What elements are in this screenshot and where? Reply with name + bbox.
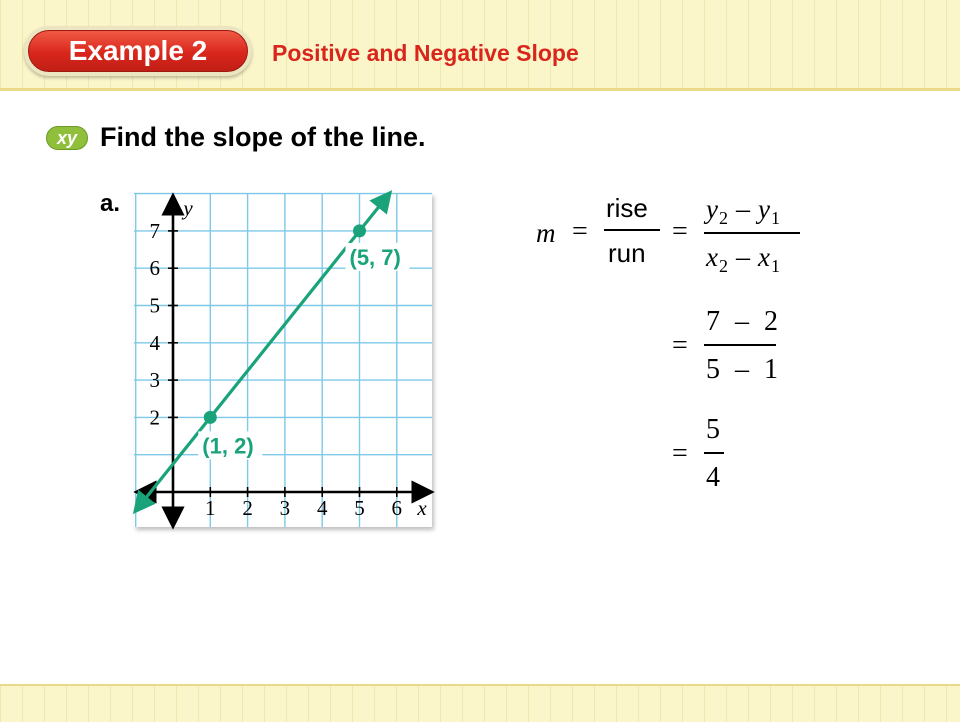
x1-subscript: 1 bbox=[770, 256, 780, 276]
x-tick-label: 1 bbox=[205, 496, 216, 520]
y-axis-label: y bbox=[183, 196, 193, 220]
y1-subscript: 1 bbox=[770, 208, 780, 228]
result-denominator: 4 bbox=[706, 462, 720, 493]
data-point bbox=[204, 411, 217, 424]
rise-run-fraction-bar bbox=[604, 229, 660, 231]
y-tick-label: 4 bbox=[149, 330, 160, 355]
result-numerator: 5 bbox=[706, 414, 720, 445]
minus-sign-2: – bbox=[735, 242, 750, 273]
x1-variable: x bbox=[757, 242, 770, 272]
run-label: run bbox=[608, 238, 646, 268]
x-axis-label: x bbox=[417, 496, 427, 520]
xy-icon: xy bbox=[46, 126, 88, 150]
y2-subscript: 2 bbox=[718, 208, 728, 228]
y-tick-label: 3 bbox=[149, 368, 160, 393]
denominator-5: 5 bbox=[706, 354, 720, 385]
y-tick-label: 2 bbox=[149, 405, 160, 430]
x2-variable: x bbox=[706, 242, 718, 272]
minus-sign-4: – bbox=[735, 354, 749, 385]
x-tick-label: 2 bbox=[242, 496, 253, 520]
instruction-text: Find the slope of the line. bbox=[100, 122, 426, 152]
data-point bbox=[353, 224, 366, 237]
part-label: a. bbox=[100, 190, 121, 217]
minus-sign-3: – bbox=[735, 306, 749, 337]
y-tick-label: 7 bbox=[149, 218, 160, 243]
y-tick-label: 6 bbox=[149, 256, 160, 281]
result-fraction-bar bbox=[704, 452, 724, 454]
slope-variable-m: m bbox=[536, 218, 556, 248]
numerator-2: 2 bbox=[764, 306, 778, 337]
denominator-1: 1 bbox=[764, 354, 778, 385]
numerator-7: 7 bbox=[706, 306, 720, 337]
substituted-fraction-bar bbox=[704, 344, 776, 346]
x-tick-label: 6 bbox=[391, 496, 403, 520]
y2-variable: y bbox=[706, 194, 718, 224]
example-label: Example 2 bbox=[68, 35, 208, 66]
lesson-title: Positive and Negative Slope bbox=[272, 40, 579, 66]
formula-denominator bbox=[706, 242, 780, 274]
x-tick-label: 3 bbox=[279, 496, 291, 520]
point-label: (1, 2) bbox=[202, 433, 254, 459]
y1-variable: y bbox=[757, 194, 770, 224]
equals-sign-1: = bbox=[572, 216, 588, 247]
minus-sign-1: – bbox=[735, 194, 750, 225]
substituted-numerator bbox=[706, 306, 778, 338]
x-tick-label: 5 bbox=[354, 496, 365, 520]
y-tick-label: 5 bbox=[149, 293, 160, 318]
equals-sign-3: = bbox=[672, 330, 688, 361]
formula-numerator bbox=[706, 194, 780, 226]
x-tick-label: 4 bbox=[316, 496, 328, 520]
equals-sign-2: = bbox=[672, 216, 688, 247]
substituted-denominator bbox=[706, 354, 778, 386]
equals-sign-4: = bbox=[672, 438, 688, 469]
rise-label: rise bbox=[606, 193, 648, 223]
formula-fraction-bar bbox=[704, 232, 800, 234]
x2-subscript: 2 bbox=[718, 256, 728, 276]
point-label: (5, 7) bbox=[349, 244, 401, 270]
